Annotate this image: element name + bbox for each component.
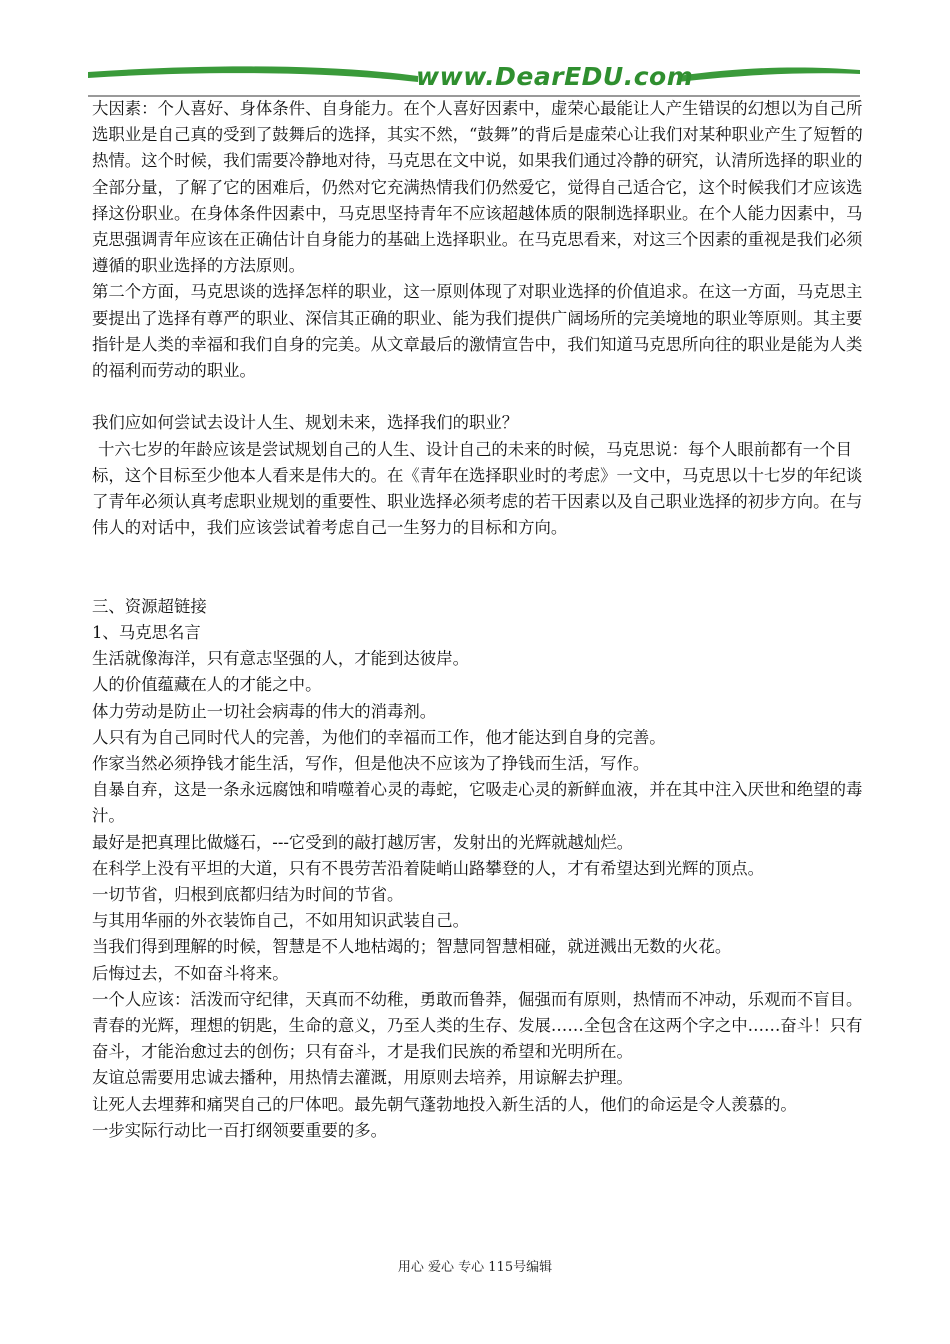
question-heading: 我们应如何尝试去设计人生、规划未来，选择我们的职业？ [92,413,519,433]
quote-item: 让死人去埋葬和痛哭自己的尸体吧。最先朝气蓬勃地投入新生活的人，他们的命运是令人羡慕的。 [92,1094,797,1114]
quote-item: 与其用华丽的外衣装饰自己，不如用知识武装自己。 [92,911,469,931]
site-header [88,58,860,98]
paragraph: 大因素：个人喜好、身体条件、自身能力。在个人喜好因素中，虚荣心最能让人产生错误的幻想以为自己所选职业是自己真的受到了鼓舞后的选择，其实不然，“鼓舞”的背后是虚荣心让我们对某种职业产生了短暂的热情。这个时候，我们需要冷静地对待，马克思在文中说，如果我们通过冷静的研究，认清所选择的职业的全部分量，了解了它的困难后，仍然对它充满热情我们仍然爱它，觉得自己适合它，这个时候我们才应该选择这份职业。在身体条件因素中，马克思坚持青年不应该超越体质的限制选择职业。在个人能力因素中，马克思强调青年应该在正确估计自身能力的基础上选择职业。在马克思看来，对这三个因素的重视是我们必须遵循的职业选择的方法原则。 [92,99,863,276]
quote-item: 后悔过去，不如奋斗将来。 [92,963,289,983]
subsection-title: 1、马克思名言 [92,623,201,643]
quote-item: 体力劳动是防止一切社会病毒的伟大的消毒剂。 [92,701,437,721]
section-title: 三、资源超链接 [92,596,207,616]
quote-item: 人的价值蕴藏在人的才能之中。 [92,675,322,695]
site-logo-text: www.DearEDU.com [416,62,694,91]
quote-item: 作家当然必须挣钱才能生活，写作，但是他决不应该为了挣钱而生活，写作。 [92,754,650,774]
page-footer: 用心 爱心 专心 115号编辑 [397,1260,553,1275]
paragraph: 第二个方面，马克思谈的选择怎样的职业，这一原则体现了对职业选择的价值追求。在这一方面，马克思主要提出了选择有尊严的职业、深信其正确的职业、能为我们提供广阔场所的完美境地的职业等原则。其主要指针是人类的幸福和我们自身的完美。从文章最后的激情宣告中，我们知道马克思所向往的职业是能为人类的福利而劳动的职业。 [92,282,863,381]
quote-item: 当我们得到理解的时候，智慧是不人地枯竭的；智慧同智慧相碰，就迸溅出无数的火花。 [92,937,732,957]
quote-item: 在科学上没有平坦的大道，只有不畏劳苦沿着陡峭山路攀登的人，才有希望达到光辉的顶点。 [92,858,765,878]
quote-item: 最好是把真理比做燧石，---它受到的敲打越厉害，发射出的光辉就越灿烂。 [92,832,634,852]
quote-item: 一步实际行动比一百打纲领要重要的多。 [92,1120,388,1140]
paragraph: 十六七岁的年龄应该是尝试规划自己的人生、设计自己的未来的时候，马克思说：每个人眼前都有一个目标，这个目标至少他本人看来是伟大的。在《青年在选择职业时的考虑》一文中，马克思以十七岁的年纪谈了青年必须认真考虑职业规划的重要性、职业选择必须考虑的若干因素以及自己职业选择的初步方向。在与伟人的对话中，我们应该尝试着考虑自己一生努力的目标和方向。 [92,439,863,538]
quote-item: 一切节省，归根到底都归结为时间的节省。 [92,885,404,905]
quote-item: 自暴自弃，这是一条永远腐蚀和啃噬着心灵的毒蛇，它吸走心灵的新鲜血液，并在其中注入厌世和绝望的毒汁。 [92,780,863,826]
quote-item: 友谊总需要用忠诚去播种，用热情去灌溉，用原则去培养，用谅解去护理。 [92,1068,633,1088]
quote-item: 人只有为自己同时代人的完善，为他们的幸福而工作，他才能达到自身的完善。 [92,727,666,747]
document-body [92,96,867,1144]
quote-item: 生活就像海洋，只有意志坚强的人，才能到达彼岸。 [92,649,469,669]
quote-item: 青春的光辉，理想的钥匙，生命的意义，乃至人类的生存、发展……全包含在这两个字之中……奋斗！只有奋斗，才能治愈过去的创伤；只有奋斗，才是我们民族的希望和光明所在。 [92,1016,863,1062]
quote-item: 一个人应该：活泼而守纪律，天真而不幼稚，勇敢而鲁莽，倔强而有原则，热情而不冲动，乐观而不盲目。 [92,989,863,1009]
